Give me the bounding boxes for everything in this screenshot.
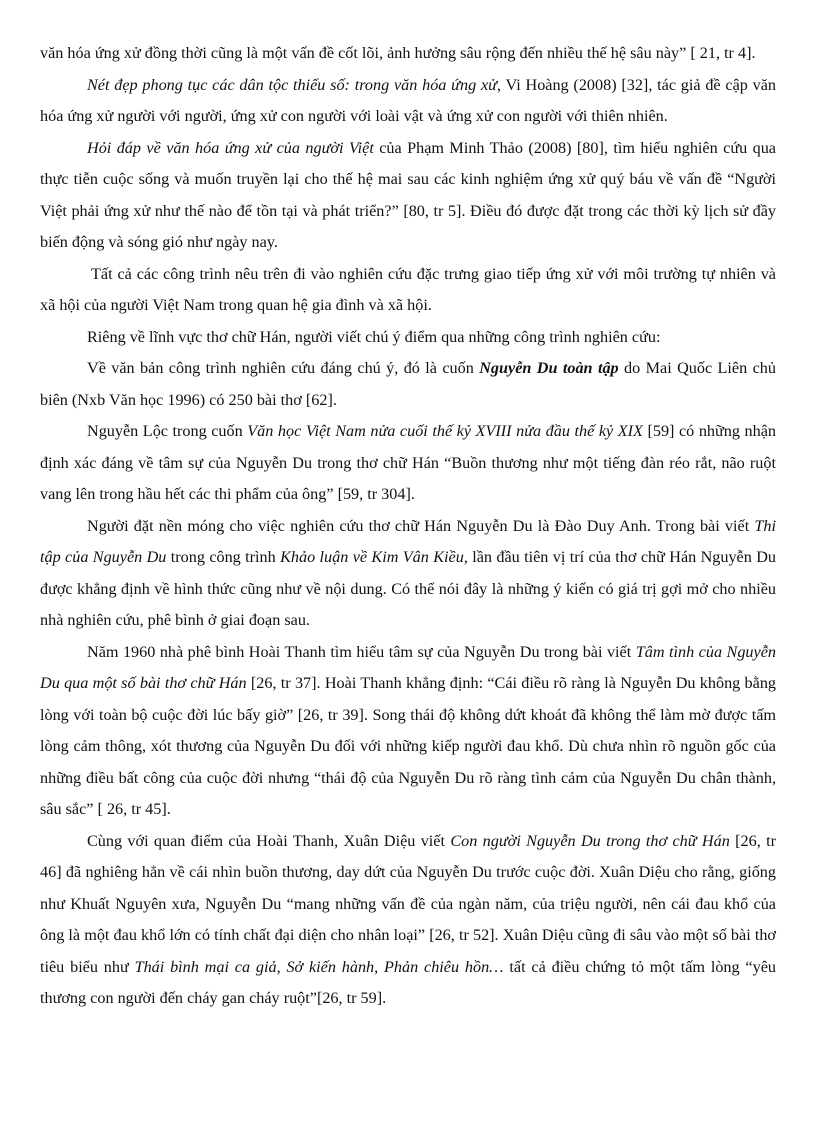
text-run: , lần đầu tiên vị trí của thơ chữ Hán Nguyễn Du được khẳng định về hình thức cũng như về nội dung. Có thể nói đây là những ý kiến có giá trị gợi mở cho nhiều nhà nghiên cứu, phê bình ở giai đoạn sau. (40, 548, 776, 629)
text-run: Về văn bản công trình nghiên cứu đáng chú ý, đó là cuốn (87, 359, 480, 377)
article-title: Tâm tình của Nguyễn Du qua một số bài thơ chữ Hán (40, 642, 776, 692)
text-run: Năm 1960 nhà phê bình Hoài Thanh tìm hiểu tâm sự của Nguyễn Du trong bài viết (87, 642, 636, 661)
paragraph-p4 (40, 259, 776, 322)
text-run: Tất cả các công trình nêu trên đi vào nghiên cứu đặc trưng giao tiếp ứng xử với môi trường tự nhiên và xã hội của người Việt Nam trong quan hệ gia đình và xã hội. (40, 264, 776, 314)
text-run: văn hóa ứng xử đồng thời cũng là một vấn đề cốt lõi, ảnh hưởng sâu rộng đến nhiều thế hệ sâu này” [ 21, tr 4]. (40, 44, 756, 62)
text-run: , Vi Hoàng (2008) [32], tác giả đề cập văn hóa ứng xử người với người, ứng xử con người với loài vật và ứng xử con người với thiên nhiên. (40, 75, 776, 125)
book-title: Văn học Việt Nam nửa cuối thế kỷ XVIII nửa đầu thế kỷ XIX (247, 422, 643, 440)
text-run: Riêng về lĩnh vực thơ chữ Hán, người viết chú ý điểm qua những công trình nghiên cứu: (87, 327, 661, 346)
text-run: [59] có những nhận định xác đáng về tâm sự của Nguyễn Du trong thơ chữ Hán “Buồn thương như một tiếng đàn réo rắt, não ruột vang lên trong hầu hết các thi phẩm của ông” [59, tr 304]. (40, 422, 776, 503)
poem-titles: Thái bình mại ca giả, Sở kiến hành, Phản chiêu hồn… (134, 957, 504, 976)
text-run: [26, tr 37]. Hoài Thanh khẳng định: “Cái điều rõ ràng là Nguyễn Du không bằng lòng với toàn bộ cuộc đời lúc bấy giờ” [26, tr 39]. Song thái độ không dứt khoát đã không thể làm mờ được tấm lòng cảm thông, xót thương của Nguyễn Du đối với những kiếp người đau khổ. Dù chưa nhìn rõ nguồn gốc của những điều bất công của cuộc đời nhưng “thái độ của Nguyễn Du rõ ràng tình cảm của Nguyễn Du chân thành, sâu sắc” [ 26, tr 45]. (40, 674, 777, 818)
paragraph-p2 (40, 70, 776, 133)
paragraph-p7 (40, 416, 776, 511)
book-title-bold: Nguyễn Du toàn tập (479, 359, 619, 377)
book-title: Khảo luận về Kim Vân Kiều (280, 548, 464, 566)
paragraph-p5 (40, 322, 776, 354)
paragraph-p8 (40, 511, 776, 637)
book-title: Hỏi đáp về văn hóa ứng xử của người Việt (87, 138, 374, 157)
text-run: tất cả điều chứng tỏ một tấm lòng “yêu thương con người đến cháy gan cháy ruột”[26, tr 59]. (40, 957, 776, 1007)
article-title: Con người Nguyễn Du trong thơ chữ Hán (450, 831, 730, 850)
paragraph-p10 (40, 826, 776, 1015)
text-run: Nguyễn Lộc trong cuốn (87, 422, 248, 440)
book-title: Nét đẹp phong tục các dân tộc thiểu số: trong văn hóa ứng xử (87, 75, 497, 94)
paragraph-p3 (40, 133, 776, 259)
paragraph-p1 (40, 38, 776, 70)
text-run: của Phạm Minh Thảo (2008) [80], tìm hiểu nghiên cứu qua thực tiễn cuộc sống và muốn truyền lại cho thế hệ mai sau các kinh nghiệm ứng xử quý báu về vấn đề “Người Việt phải ứng xử như thế nào để tồn tại và phát triển?” [80, tr 5]. Điều đó được đặt trong các thời kỳ lịch sử đầy biến động và sóng gió như ngày nay. (40, 138, 776, 251)
text-run: do Mai Quốc Liên chủ biên (Nxb Văn học 1996) có 250 bài thơ [62]. (40, 359, 776, 409)
text-run: Người đặt nền móng cho việc nghiên cứu thơ chữ Hán Nguyễn Du là Đào Duy Anh. Trong bài viết (87, 516, 755, 535)
text-run: [26, tr 46] đã nghiêng hẳn về cái nhìn buồn thương, day dứt của Nguyễn Du trước cuộc đời. Xuân Diệu cho rằng, giống như Khuất Nguyên xưa, Nguyễn Du “mang những vấn đề của ngàn năm, của triệu người, nên cái đau khổ của ông là một đau khổ lớn có tính chất đại diện cho nhân loại” [26, tr 52]. Xuân Diệu cũng đi sâu vào một số bài thơ tiêu biểu như (40, 831, 777, 976)
text-run: trong công trình (166, 548, 281, 566)
paragraph-p6 (40, 353, 776, 416)
article-title: Thi tập của Nguyễn Du (40, 516, 776, 566)
paragraph-p9 (40, 637, 776, 826)
text-run: Cùng với quan điểm của Hoài Thanh, Xuân Diệu viết (87, 831, 451, 850)
